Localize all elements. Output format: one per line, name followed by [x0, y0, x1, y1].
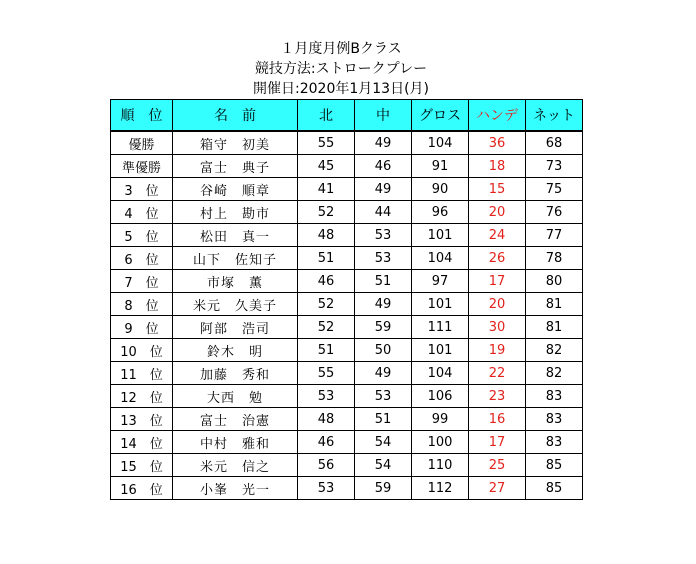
cell-net: 75: [526, 178, 583, 201]
cell-net: 81: [526, 293, 583, 316]
title-block: [0, 39, 696, 99]
cell-rank: 5 位: [111, 224, 173, 247]
table-row: [111, 362, 583, 385]
cell-gross: 112: [412, 477, 469, 500]
cell-north: 51: [298, 339, 355, 362]
cell-name: 中村 雅和: [173, 431, 298, 454]
results-body: [111, 131, 583, 500]
header-middle: 中: [355, 100, 412, 132]
cell-rank: 12 位: [111, 385, 173, 408]
cell-net: 77: [526, 224, 583, 247]
cell-north: 46: [298, 431, 355, 454]
cell-name: 加藤 秀和: [173, 362, 298, 385]
cell-handicap: 17: [469, 270, 526, 293]
cell-handicap: 20: [469, 293, 526, 316]
cell-rank: 3 位: [111, 178, 173, 201]
cell-handicap: 25: [469, 454, 526, 477]
cell-gross: 104: [412, 247, 469, 270]
cell-handicap: 26: [469, 247, 526, 270]
table-row: [111, 155, 583, 178]
table-row: [111, 131, 583, 155]
cell-gross: 97: [412, 270, 469, 293]
table-row: [111, 201, 583, 224]
cell-north: 52: [298, 201, 355, 224]
cell-north: 51: [298, 247, 355, 270]
cell-net: 80: [526, 270, 583, 293]
cell-handicap: 18: [469, 155, 526, 178]
table-row: [111, 431, 583, 454]
table-row: [111, 293, 583, 316]
cell-name: 阿部 浩司: [173, 316, 298, 339]
table-row: [111, 385, 583, 408]
cell-north: 55: [298, 131, 355, 155]
cell-middle: 50: [355, 339, 412, 362]
cell-net: 73: [526, 155, 583, 178]
cell-rank: 15 位: [111, 454, 173, 477]
cell-name: 市塚 薫: [173, 270, 298, 293]
table-row: [111, 408, 583, 431]
cell-middle: 51: [355, 408, 412, 431]
cell-name: 富士 典子: [173, 155, 298, 178]
cell-net: 81: [526, 316, 583, 339]
table-row: [111, 339, 583, 362]
cell-name: 鈴木 明: [173, 339, 298, 362]
cell-middle: 49: [355, 131, 412, 155]
cell-gross: 106: [412, 385, 469, 408]
table-row: [111, 316, 583, 339]
cell-gross: 110: [412, 454, 469, 477]
header-row: [111, 100, 583, 132]
header-handicap: ハンデ: [469, 100, 526, 132]
cell-north: 53: [298, 385, 355, 408]
cell-name: 山下 佐知子: [173, 247, 298, 270]
cell-name: 松田 真一: [173, 224, 298, 247]
cell-gross: 101: [412, 224, 469, 247]
cell-middle: 54: [355, 454, 412, 477]
cell-rank: 9 位: [111, 316, 173, 339]
cell-north: 52: [298, 316, 355, 339]
cell-net: 78: [526, 247, 583, 270]
cell-handicap: 30: [469, 316, 526, 339]
cell-rank: 準優勝: [111, 155, 173, 178]
cell-rank: 8 位: [111, 293, 173, 316]
cell-rank: 11 位: [111, 362, 173, 385]
cell-middle: 51: [355, 270, 412, 293]
cell-handicap: 23: [469, 385, 526, 408]
cell-net: 83: [526, 408, 583, 431]
cell-middle: 49: [355, 178, 412, 201]
cell-middle: 44: [355, 201, 412, 224]
cell-net: 83: [526, 431, 583, 454]
header-north: 北: [298, 100, 355, 132]
cell-net: 85: [526, 454, 583, 477]
cell-north: 53: [298, 477, 355, 500]
cell-middle: 49: [355, 362, 412, 385]
cell-gross: 111: [412, 316, 469, 339]
cell-middle: 53: [355, 385, 412, 408]
cell-rank: 6 位: [111, 247, 173, 270]
cell-north: 48: [298, 408, 355, 431]
cell-north: 55: [298, 362, 355, 385]
cell-rank: 13 位: [111, 408, 173, 431]
header-gross: グロス: [412, 100, 469, 132]
cell-handicap: 17: [469, 431, 526, 454]
cell-name: 富士 治憲: [173, 408, 298, 431]
table-row: [111, 454, 583, 477]
cell-name: 米元 久美子: [173, 293, 298, 316]
cell-north: 56: [298, 454, 355, 477]
cell-middle: 53: [355, 224, 412, 247]
header-rank: 順 位: [111, 100, 173, 132]
cell-gross: 104: [412, 131, 469, 155]
cell-middle: 54: [355, 431, 412, 454]
cell-name: 谷崎 順章: [173, 178, 298, 201]
header-name: 名 前: [173, 100, 298, 132]
cell-handicap: 24: [469, 224, 526, 247]
cell-gross: 91: [412, 155, 469, 178]
table-row: [111, 477, 583, 500]
cell-rank: 7 位: [111, 270, 173, 293]
cell-gross: 101: [412, 339, 469, 362]
cell-middle: 59: [355, 477, 412, 500]
cell-rank: 14 位: [111, 431, 173, 454]
cell-net: 83: [526, 385, 583, 408]
cell-handicap: 20: [469, 201, 526, 224]
cell-middle: 49: [355, 293, 412, 316]
competition-title: １月度月例Bクラス: [280, 41, 402, 57]
cell-handicap: 19: [469, 339, 526, 362]
cell-handicap: 22: [469, 362, 526, 385]
cell-gross: 96: [412, 201, 469, 224]
cell-rank: 16 位: [111, 477, 173, 500]
results-table: [110, 99, 583, 500]
cell-gross: 100: [412, 431, 469, 454]
cell-net: 82: [526, 362, 583, 385]
cell-rank: 10 位: [111, 339, 173, 362]
cell-name: 米元 信之: [173, 454, 298, 477]
table-row: [111, 270, 583, 293]
table-row: [111, 224, 583, 247]
competition-format: 競技方法:ストロークプレー: [254, 61, 428, 77]
cell-gross: 101: [412, 293, 469, 316]
cell-name: 村上 勘市: [173, 201, 298, 224]
cell-handicap: 16: [469, 408, 526, 431]
cell-north: 46: [298, 270, 355, 293]
cell-name: 小峯 光一: [173, 477, 298, 500]
cell-north: 41: [298, 178, 355, 201]
cell-name: 箱守 初美: [173, 131, 298, 155]
cell-north: 48: [298, 224, 355, 247]
cell-gross: 104: [412, 362, 469, 385]
cell-rank: 優勝: [111, 131, 173, 155]
competition-date: 開催日:2020年1月13日(月): [253, 81, 429, 97]
cell-handicap: 27: [469, 477, 526, 500]
cell-north: 45: [298, 155, 355, 178]
header-net: ネット: [526, 100, 583, 132]
cell-middle: 53: [355, 247, 412, 270]
cell-north: 52: [298, 293, 355, 316]
cell-handicap: 36: [469, 131, 526, 155]
cell-name: 大西 勉: [173, 385, 298, 408]
cell-gross: 99: [412, 408, 469, 431]
table-row: [111, 178, 583, 201]
cell-net: 76: [526, 201, 583, 224]
cell-rank: 4 位: [111, 201, 173, 224]
cell-net: 85: [526, 477, 583, 500]
cell-net: 68: [526, 131, 583, 155]
cell-middle: 46: [355, 155, 412, 178]
cell-net: 82: [526, 339, 583, 362]
cell-middle: 59: [355, 316, 412, 339]
cell-gross: 90: [412, 178, 469, 201]
cell-handicap: 15: [469, 178, 526, 201]
table-row: [111, 247, 583, 270]
